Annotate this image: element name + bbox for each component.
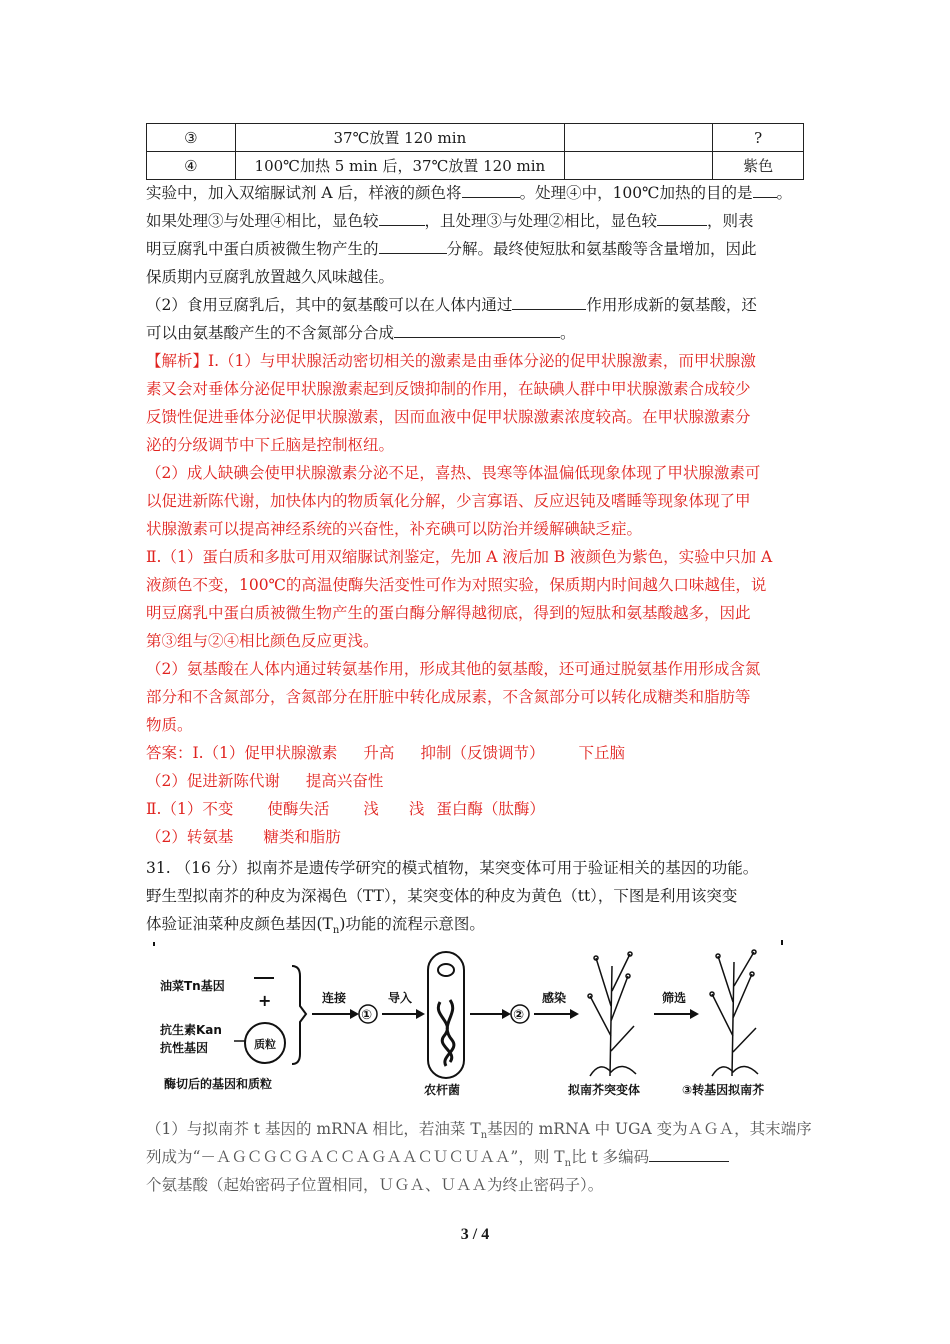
- question-line: [146, 208, 826, 235]
- answer-line: [146, 768, 826, 795]
- arrow-head: [570, 1009, 579, 1019]
- text: ，则表: [707, 212, 754, 230]
- text: 列成为“－ＡＧＣＧＣＧＡＣＣＡＧＡＡＣＵＣＵＡＡ”，则 T: [146, 1148, 565, 1166]
- text: 。: [776, 184, 793, 202]
- text: （2）转氨基: [146, 828, 234, 846]
- bracket: [292, 966, 306, 1064]
- question-line: [146, 180, 826, 207]
- answer-blank: [657, 209, 707, 226]
- subscript: n: [332, 925, 340, 937]
- text: 答案：Ⅰ.（1）促甲状腺激素: [146, 744, 338, 762]
- text: 使酶失活: [267, 800, 330, 818]
- answer-line: [146, 824, 826, 851]
- text: 体验证油菜种皮颜色基因(T: [146, 915, 333, 933]
- analysis-line: 明豆腐乳中蛋白质被微生物产生的蛋白酶分解得越彻底，得到的短肽和氨基酸越多，因此: [146, 604, 751, 622]
- text: Ⅱ.（1）不变: [146, 800, 234, 818]
- step-1: ①: [361, 1008, 373, 1023]
- text: ，且处理③与处理②相比，显色较: [424, 212, 658, 230]
- text: 可以由氨基酸产生的不含氮部分合成: [146, 324, 395, 342]
- agrobacterium-label: 农杆菌: [424, 1083, 461, 1097]
- mutant-label: 拟南芥突变体: [568, 1083, 641, 1097]
- question-line: [146, 292, 826, 319]
- kan-label: 抗性基因: [160, 1041, 209, 1055]
- analysis-line: 泌的分级调节中下丘脑是控制枢纽。: [146, 436, 395, 454]
- text: 糖类和脂肪: [263, 828, 341, 846]
- analysis-line: 部分和不含氮部分，含氮部分在肝脏中转化成尿素，不含氮部分可以转化成糖类和脂肪等: [146, 688, 751, 706]
- text: （2）促进新陈代谢: [146, 772, 280, 790]
- question-31-line: 31. （16 分）拟南芥是遗传学研究的模式植物，某突变体可用于验证相关的基因的功能。: [146, 859, 759, 877]
- analysis-line: 以促进新陈代谢，加快体内的物质氧化分解，少言寡语、反应迟钝及嗜睡等现象体现了甲: [146, 492, 751, 510]
- question-31-line: [146, 911, 826, 938]
- text: 基因的 mRNA 中 UGA 变为ＡＧＡ，其末端序: [487, 1120, 812, 1138]
- analysis-line: （2）成人缺碘会使甲状腺激素分泌不足，喜热、畏寒等体温偏低现象体现了甲状腺激素可: [146, 464, 761, 482]
- text: )功能的流程示意图。: [339, 915, 485, 933]
- table-cell: [565, 124, 713, 152]
- table-row: [147, 124, 804, 152]
- cut-caption: 酶切后的基因和质粒: [164, 1077, 273, 1091]
- page-number: 3 / 4: [460, 1226, 490, 1243]
- arrow-head: [690, 1009, 699, 1019]
- connect-label: 连接: [322, 991, 347, 1005]
- answer-blank: [649, 1145, 729, 1162]
- table-row: [147, 152, 804, 180]
- text: 抑制（反馈调节）: [420, 744, 545, 762]
- subquestion-line: 个氨基酸（起始密码子位置相同，ＵＧＡ、ＵＡＡ为终止密码子）。: [146, 1176, 604, 1194]
- table-cell: ③: [147, 124, 236, 152]
- table-cell: ?: [713, 124, 804, 152]
- subquestion-line: [146, 1116, 826, 1143]
- text: 升高: [363, 744, 395, 762]
- table-cell: 紫色: [713, 152, 804, 180]
- arrow-head: [350, 1009, 359, 1019]
- screen-label: 筛选: [662, 991, 687, 1005]
- text: 浅: [363, 800, 379, 818]
- analysis-line: （2）氨基酸在人体内通过转氨基作用，形成其他的氨基酸，还可通过脱氨基作用形成含氮: [146, 660, 761, 678]
- text: （1）与拟南芥 t 基因的 mRNA 相比，若油菜 T: [146, 1120, 481, 1138]
- transgenic-label: ③转基因拟南芥: [682, 1083, 765, 1097]
- plasmid-label: 质粒: [254, 1038, 276, 1051]
- subquestion-line: [146, 1144, 826, 1171]
- answer-blank: [379, 237, 447, 254]
- analysis-line: 状腺激素可以提高神经系统的兴奋性，补充碘可以防治并缓解碘缺乏症。: [146, 520, 643, 538]
- chromosome: [438, 1000, 454, 1066]
- arrow-head: [502, 1009, 511, 1019]
- gene-label: 油菜Tn基因: [160, 979, 225, 993]
- flowchart-figure: [150, 936, 810, 1104]
- import-label: 导入: [388, 991, 413, 1005]
- text: 下丘脑: [578, 744, 625, 762]
- kan-label: 抗生素Kan: [160, 1023, 222, 1037]
- text: 。: [560, 324, 576, 342]
- plasmid-in-cell: [438, 964, 454, 976]
- text: 作用形成新的氨基酸，还: [586, 296, 757, 314]
- plus-sign: +: [258, 991, 272, 1010]
- text: 提高兴奋性: [305, 772, 384, 790]
- question-line: 保质期内豆腐乳放置越久风味越佳。: [146, 268, 395, 286]
- analysis-line: 物质。: [146, 716, 193, 734]
- text: 如果处理③与处理④相比，显色较: [146, 212, 379, 230]
- question-line: [146, 236, 826, 263]
- analysis-line: Ⅱ.（1）蛋白质和多肽可用双缩脲试剂鉴定，先加 A 液后加 B 液颜色为紫色，实验中只加 A: [146, 548, 773, 566]
- analysis-line: 第③组与②④相比颜色反应更浅。: [146, 632, 379, 650]
- text: 蛋白酶（肽酶）: [436, 800, 545, 818]
- analysis-line: 反馈性促进垂体分泌促甲状腺激素，因而血液中促甲状腺激素浓度较高。在甲状腺激素分: [146, 408, 751, 426]
- answer-blank: [462, 181, 520, 198]
- text: 分解。最终使短肽和氨基酸等含量增加，因此: [446, 240, 757, 258]
- answer-blank: [512, 293, 586, 310]
- analysis-line: 【解析】Ⅰ.（1）与甲状腺活动密切相关的激素是由垂体分泌的促甲状腺激素，而甲状腺激: [146, 352, 756, 370]
- answer-line: [146, 740, 826, 767]
- question-31-line: 野生型拟南芥的种皮为深褐色（TT），某突变体的种皮为黄色（tt），下图是利用该突变: [146, 887, 738, 905]
- step-2: ②: [513, 1008, 525, 1023]
- experiment-table: [146, 123, 804, 180]
- arrow-head: [416, 1009, 425, 1019]
- answer-line: [146, 796, 826, 823]
- transgenic-plant-icon: [710, 950, 758, 1076]
- text: 浅: [408, 800, 425, 818]
- subscript: n: [564, 1158, 572, 1170]
- question-line: [146, 320, 826, 347]
- infect-label: 感染: [542, 991, 567, 1005]
- text: 明豆腐乳中蛋白质被微生物产生的: [146, 240, 379, 258]
- answer-blank: [379, 209, 425, 226]
- table-cell: [565, 152, 713, 180]
- analysis-line: 素又会对垂体分泌促甲状腺激素起到反馈抑制的作用，在缺碘人群中甲状腺激素合成较少: [146, 380, 751, 398]
- text: （2）食用豆腐乳后，其中的氨基酸可以在人体内通过: [146, 296, 513, 314]
- table-cell: 37℃放置 120 min: [235, 124, 565, 152]
- mutant-plant-icon: [588, 952, 636, 1076]
- text: 实验中，加入双缩脲试剂 A 后，样液的颜色将: [146, 184, 462, 202]
- subscript: n: [480, 1130, 488, 1142]
- table-cell: 100℃加热 5 min 后，37℃放置 120 min: [235, 152, 565, 180]
- text: 比 t 多编码: [571, 1148, 650, 1166]
- analysis-line: 液颜色不变，100℃的高温使酶失活变性可作为对照实验，保质期内时间越久口味越佳，说: [146, 576, 767, 594]
- answer-blank: [753, 181, 777, 198]
- answer-blank: [394, 321, 560, 338]
- table-cell: ④: [147, 152, 236, 180]
- text: 。处理④中，100℃加热的目的是: [519, 184, 753, 202]
